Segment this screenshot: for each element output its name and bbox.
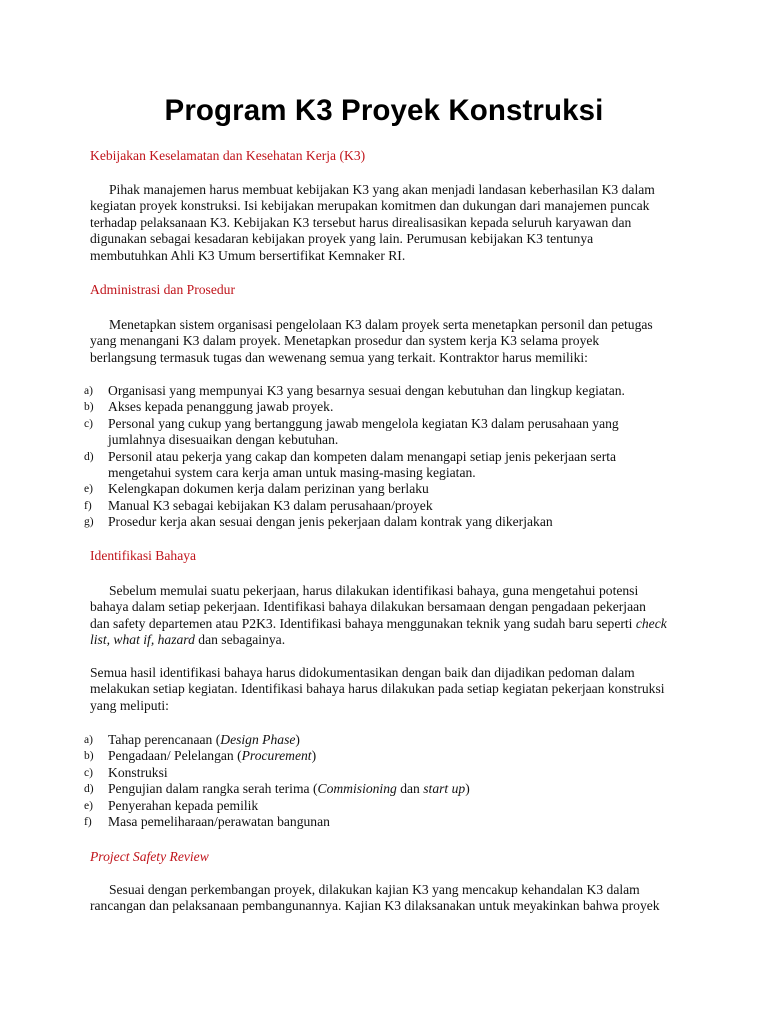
paragraph-administrasi — [90, 317, 690, 366]
text-line: Sesuai dengan perkembangan proyek, dilakukan kajian K3 yang mencakup kehandalan K3 dalam — [109, 882, 640, 897]
emphasis: Design Phase — [220, 732, 296, 747]
list-marker: b) — [84, 750, 94, 763]
emphasis: Procurement — [241, 748, 312, 764]
list-item — [84, 416, 704, 449]
text-line: kegiatan proyek konstruksi. Isi kebijakan merupakan komitmen dan dukungan dari manajemen puncak — [90, 198, 650, 214]
text-line: Semua hasil identifikasi bahaya harus didokumentasikan dengan baik dan dijadikan pedoman dalam — [90, 665, 635, 680]
heading-identifikasi: Identifikasi Bahaya — [90, 548, 197, 563]
list-marker: g) — [84, 516, 94, 529]
text-run: ) — [295, 732, 300, 747]
emphasis-separator: , — [106, 632, 114, 648]
paragraph-identifikasi-1 — [90, 583, 690, 649]
text-line: yang menangani K3 dalam proyek. Menetapkan prosedur dan system kerja K3 selama proyek — [90, 333, 600, 349]
heading-kebijakan: Kebijakan Keselamatan dan Kesehatan Kerja (K3) — [90, 148, 366, 163]
list-item-text: Masa pemeliharaan/perawatan bangunan — [108, 814, 330, 830]
list-marker: e) — [84, 483, 93, 496]
emphasis-check: check — [635, 615, 667, 631]
list-marker: d) — [84, 783, 94, 796]
list-item — [84, 449, 704, 482]
text-run: ) — [311, 748, 317, 764]
list-item — [84, 514, 704, 530]
paragraph-identifikasi-2 — [90, 665, 690, 714]
list-marker: a) — [84, 734, 93, 746]
text-run: dan — [396, 781, 424, 797]
list-item — [84, 383, 704, 399]
list-item-text: Manual K3 sebagai kebijakan K3 dalam perusahaan/proyek — [108, 497, 433, 513]
text-line: rancangan dan pelaksanaan pembangunannya. Kajian K3 dilaksanakan untuk meyakinkan bahwa proyek — [90, 898, 660, 914]
text-run: Tahap perencanaan ( — [108, 732, 221, 747]
list-marker: f) — [84, 816, 92, 829]
emphasis-list: list — [90, 632, 107, 648]
list-item-text — [108, 781, 704, 797]
list-marker: f) — [84, 499, 92, 512]
list-item — [84, 781, 704, 797]
text-run: dan safety departemen atau P2K3. Identifikasi bahaya menggunakan teknik yang sudah baru seperti — [90, 615, 636, 631]
text-line: terhadap pelaksanaan K3. Kebijakan K3 tersebut harus direalisasikan kepada seluruh karyawan dan — [90, 214, 632, 230]
list-item-text: Organisasi yang mempunyai K3 yang besarnya sesuai dengan kebutuhan dan lingkup kegiatan. — [108, 383, 625, 398]
list-item — [84, 765, 704, 781]
list-item-text: Konstruksi — [108, 764, 168, 780]
list-item-text — [108, 748, 704, 764]
text-line: Pihak manajemen harus membuat kebijakan K3 yang akan menjadi landasan keberhasilan K3 dalam — [109, 182, 655, 197]
list-marker: a) — [84, 385, 93, 397]
list-item — [84, 732, 704, 748]
text-line: yang meliputi: — [90, 697, 169, 713]
text-line: berlangsung termasuk tugas dan wewenang semua yang terkait. Kontraktor harus memiliki: — [90, 349, 588, 365]
text-line: digunakan sebagai kesadaran kebijakan proyek yang lain. Perumusan kebijakan K3 tentunya — [90, 231, 594, 247]
emphasis-separator: , — [150, 632, 158, 648]
list-marker: d) — [84, 450, 94, 463]
page-title: Program K3 Proyek Konstruksi — [164, 94, 604, 127]
list-identifikasi — [84, 732, 704, 830]
list-marker: e) — [84, 799, 93, 812]
heading-administrasi: Administrasi dan Prosedur — [90, 282, 235, 297]
text-line: Menetapkan sistem organisasi pengelolaan K3 dalam proyek serta menetapkan personil dan petugas — [109, 317, 653, 332]
list-item — [84, 814, 704, 830]
text-line: membutuhkan Ahli K3 Umum bersertifikat Kemnaker RI. — [90, 247, 406, 263]
text-run: Pengadaan/ Pelelangan ( — [108, 748, 242, 764]
list-item-text: Akses kepada penanggung jawab proyek. — [108, 399, 334, 415]
list-marker: b) — [84, 401, 94, 414]
list-marker: c) — [84, 766, 93, 779]
text-line: melakukan setiap kegiatan. Identifikasi bahaya harus dilakukan pada setiap kegiatan pekerjaan konstruksi — [90, 681, 665, 697]
list-item-text: Prosedur kerja akan sesuai dengan jenis pekerjaan dalam kontrak yang dikerjakan — [108, 514, 553, 530]
paragraph-kebijakan — [90, 182, 690, 264]
list-item — [84, 798, 704, 814]
list-item — [84, 498, 704, 514]
list-item-text: jumlahnya disesuaikan dengan kebutuhan. — [108, 432, 339, 448]
list-item — [84, 748, 704, 764]
emphasis-hazard: hazard — [157, 632, 195, 648]
text-line: Sebelum memulai suatu pekerjaan, harus dilakukan identifikasi bahaya, guna mengetahui potensi — [109, 583, 639, 598]
text-line — [90, 616, 690, 632]
list-item-text: Personal yang cukup yang bertanggung jawab mengelola kegiatan K3 dalam perusahaan yang — [108, 415, 619, 431]
list-item — [84, 481, 704, 497]
emphasis-what-if: what if — [113, 632, 151, 648]
text-run: ) — [465, 781, 470, 797]
list-item-text — [108, 732, 704, 748]
emphasis: Commisioning — [317, 781, 397, 797]
text-line — [90, 632, 690, 648]
text-run: dan sebagainya. — [194, 632, 286, 648]
list-item-text: mengetahui system cara kerja aman untuk masing-masing kegiatan. — [108, 465, 476, 481]
paragraph-review — [90, 882, 690, 915]
list-item-text: Penyerahan kepada pemilik — [108, 797, 259, 813]
list-administrasi — [84, 383, 704, 531]
emphasis: start up — [423, 781, 466, 797]
list-item-text: Personil atau pekerja yang cakap dan kompeten dalam menangapi setiap jenis pekerjaan serta — [108, 448, 617, 464]
list-marker: c) — [84, 417, 93, 430]
list-item — [84, 399, 704, 415]
text-run: Pengujian dalam rangka serah terima ( — [108, 781, 318, 797]
heading-project-safety-review: Project Safety Review — [90, 849, 209, 864]
text-line: bahaya dalam setiap pekerjaan. Identifikasi bahaya dilakukan bersamaan dengan pengadaan pekerjaan — [90, 599, 646, 615]
list-item-text: Kelengkapan dokumen kerja dalam perizinan yang berlaku — [108, 481, 429, 497]
